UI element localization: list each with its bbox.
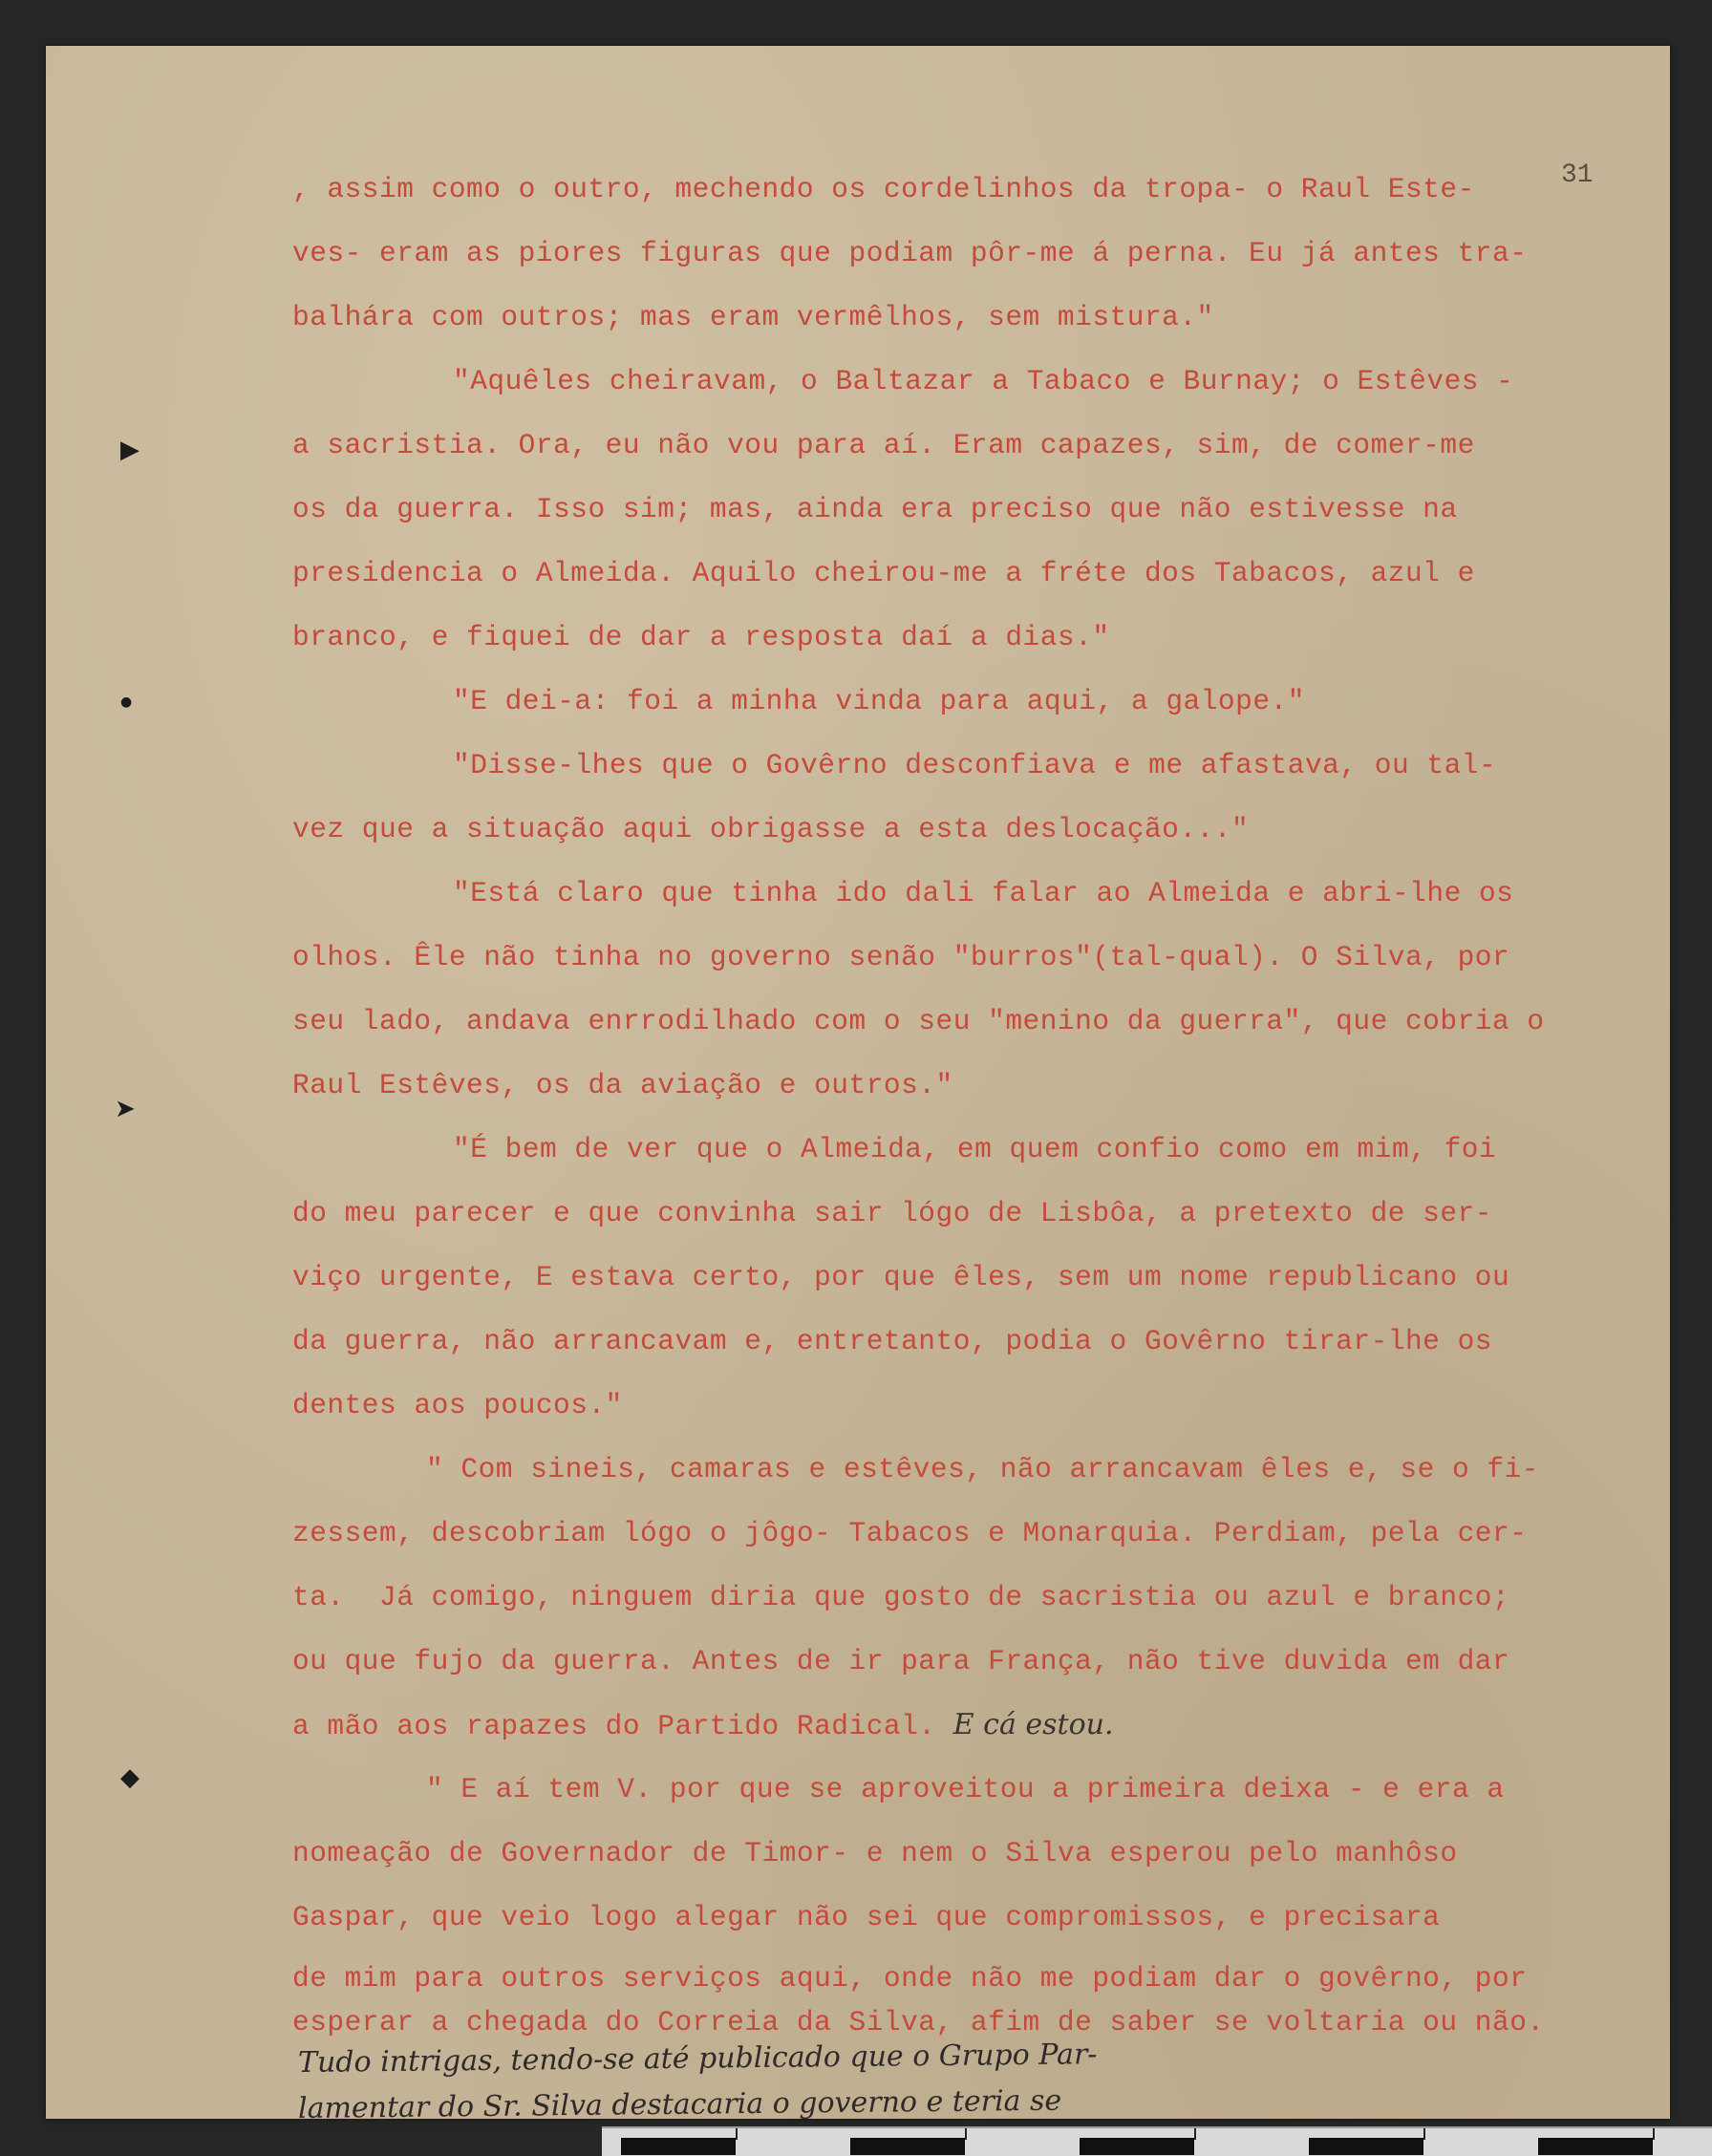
- text-line: " Com sineis, camaras e estêves, não arrancavam êles e, se o fi-: [426, 1453, 1539, 1485]
- text-line: "Disse-lhes que o Govêrno desconfiava e me afastava, ou tal-: [453, 749, 1497, 781]
- text-line: " E aí tem V. por que se aproveitou a primeira deixa - e era a: [426, 1773, 1505, 1805]
- handwritten-annotation: [298, 2040, 1636, 2132]
- ruler-segment: [1080, 2138, 1194, 2155]
- handwritten-line: lamentar do Sr. Silva destacaria o governo e teria se: [297, 2083, 1062, 2125]
- text-line: da guerra, não arrancavam e, entretanto, podia o Govêrno tirar-lhe os: [292, 1325, 1492, 1357]
- scale-ruler: [602, 2126, 1712, 2156]
- text-line: ou que fujo da guerra. Antes de ir para França, não tive duvida em dar: [292, 1645, 1510, 1677]
- text-line: vez que a situação aqui obrigasse a esta deslocação...": [292, 813, 1250, 845]
- ruler-tick: [736, 2128, 738, 2140]
- text-line-with-note: [292, 1703, 1649, 1767]
- text-line: dentes aos poucos.": [292, 1389, 623, 1421]
- binding-mark: ▶: [120, 436, 139, 464]
- ruler-tick: [1194, 2128, 1196, 2140]
- text-line: seu lado, andava enrrodilhado com o seu "menino da guerra", que cobria o: [292, 1005, 1545, 1037]
- text-line: ta. Já comigo, ninguem diria que gosto de sacristia ou azul e branco;: [292, 1581, 1510, 1613]
- page-number: 31: [1561, 160, 1594, 190]
- ruler-tick: [1423, 2128, 1425, 2140]
- text-line: os da guerra. Isso sim; mas, ainda era preciso que não estivesse na: [292, 493, 1458, 525]
- text-line: zessem, descobriam lógo o jôgo- Tabacos e Monarquia. Perdiam, pela cer-: [292, 1517, 1528, 1549]
- text-line: viço urgente, E estava certo, por que êles, sem um nome republicano ou: [292, 1261, 1510, 1293]
- text-line: Gaspar, que veio logo alegar não sei que compromissos, e precisara: [292, 1901, 1441, 1933]
- text-line: "É bem de ver que o Almeida, em quem confio como em mim, foi: [453, 1133, 1497, 1165]
- text-line: "Aquêles cheiravam, o Baltazar a Tabaco e Burnay; o Estêves -: [453, 365, 1514, 397]
- text-line: , assim como o outro, mechendo os cordelinhos da tropa- o Raul Este-: [292, 173, 1475, 205]
- handwritten-inline-note: E cá estou.: [952, 1708, 1114, 1741]
- text-line: esperar a chegada do Correia da Silva, afim de saber se voltaria ou não.: [292, 2006, 1545, 2039]
- handwritten-line: Tudo intrigas, tendo-se até publicado que o Grupo Par-: [297, 2038, 1098, 2080]
- text-line: Raul Estêves, os da aviação e outros.": [292, 1069, 953, 1101]
- text-line: do meu parecer e que convinha sair lógo de Lisbôa, a pretexto de ser-: [292, 1197, 1492, 1229]
- text-line: "E dei-a: foi a minha vinda para aqui, a galope.": [453, 685, 1305, 717]
- text-line: ves- eram as piores figuras que podiam pôr-me á perna. Eu já antes tra-: [292, 237, 1528, 269]
- text-line: presidencia o Almeida. Aquilo cheirou-me a fréte dos Tabacos, azul e: [292, 557, 1475, 589]
- text-line: a mão aos rapazes do Partido Radical.: [292, 1710, 936, 1742]
- text-line: a sacristia. Ora, eu não vou para aí. Eram capazes, sim, de comer-me: [292, 429, 1475, 461]
- ruler-tick: [965, 2128, 967, 2140]
- text-line: branco, e fiquei de dar a resposta daí a dias.": [292, 621, 1110, 653]
- ruler-tick: [1653, 2128, 1655, 2140]
- text-line: balhára com outros; mas eram vermêlhos, sem mistura.": [292, 301, 1214, 333]
- binding-mark: ◆: [120, 1763, 139, 1792]
- binding-mark: ●: [120, 694, 133, 710]
- ruler-segment: [850, 2138, 965, 2155]
- ruler-segment: [1538, 2138, 1653, 2155]
- ruler-segment: [1309, 2138, 1423, 2155]
- text-line: "Está claro que tinha ido dali falar ao Almeida e abri-lhe os: [453, 877, 1514, 909]
- binding-mark: ➤: [115, 1095, 136, 1123]
- text-line: olhos. Êle não tinha no governo senão "burros"(tal-qual). O Silva, por: [292, 941, 1510, 973]
- typed-text-block: [292, 167, 1649, 2047]
- ruler-segment: [621, 2138, 736, 2155]
- text-line: nomeação de Governador de Timor- e nem o Silva esperou pelo manhôso: [292, 1837, 1458, 1869]
- text-line: de mim para outros serviços aqui, onde não me podiam dar o govêrno, por: [292, 1962, 1528, 1995]
